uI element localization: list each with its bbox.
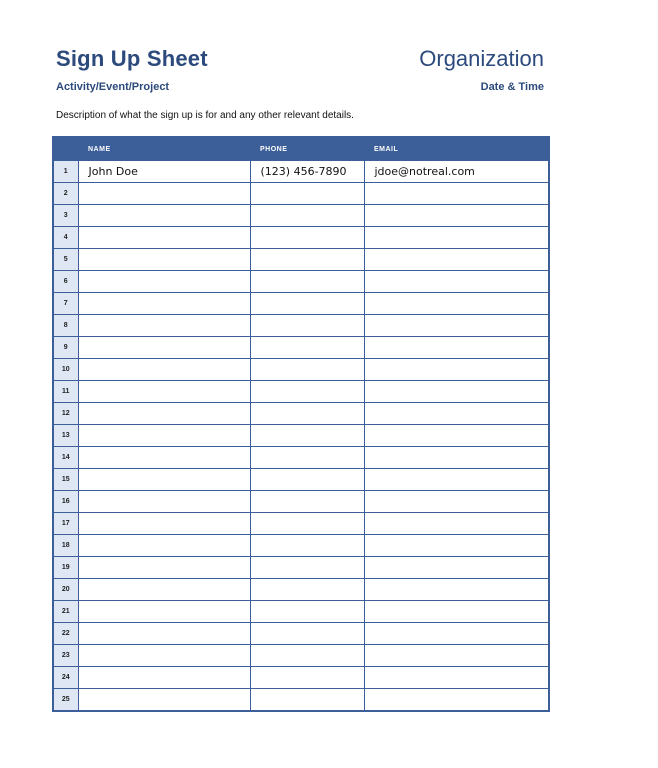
table-row [53, 227, 549, 249]
description-text: Description of what the sign up is for and any other relevant details. [56, 110, 354, 121]
name-cell[interactable] [78, 183, 250, 205]
name-cell[interactable] [78, 491, 250, 513]
table-row [53, 623, 549, 645]
phone-cell[interactable] [250, 227, 364, 249]
name-cell[interactable] [78, 447, 250, 469]
email-cell[interactable] [364, 513, 549, 535]
name-cell[interactable] [78, 205, 250, 227]
row-number: 9 [53, 337, 78, 359]
table-row [53, 557, 549, 579]
signup-table [52, 136, 550, 712]
name-cell[interactable] [78, 601, 250, 623]
phone-cell[interactable] [250, 205, 364, 227]
name-cell[interactable] [78, 249, 250, 271]
phone-cell[interactable] [250, 381, 364, 403]
phone-cell[interactable] [250, 667, 364, 689]
email-cell[interactable] [364, 535, 549, 557]
table-row [53, 359, 549, 381]
name-cell[interactable] [78, 315, 250, 337]
name-cell[interactable] [78, 271, 250, 293]
phone-cell[interactable] [250, 579, 364, 601]
name-cell[interactable] [78, 425, 250, 447]
row-number: 15 [53, 469, 78, 491]
table-row [53, 667, 549, 689]
name-cell[interactable]: John Doe [78, 161, 250, 183]
table-row [53, 403, 549, 425]
column-header-phone: PHONE [250, 137, 364, 161]
table-row [53, 161, 549, 183]
phone-cell[interactable] [250, 359, 364, 381]
email-cell[interactable] [364, 403, 549, 425]
row-number: 10 [53, 359, 78, 381]
phone-cell[interactable] [250, 469, 364, 491]
row-number: 8 [53, 315, 78, 337]
email-cell[interactable] [364, 469, 549, 491]
email-cell[interactable] [364, 205, 549, 227]
phone-cell[interactable] [250, 601, 364, 623]
table-row [53, 249, 549, 271]
phone-cell[interactable] [250, 491, 364, 513]
table-row [53, 381, 549, 403]
row-number: 25 [53, 689, 78, 712]
name-cell[interactable] [78, 293, 250, 315]
phone-cell[interactable] [250, 337, 364, 359]
phone-cell[interactable] [250, 315, 364, 337]
email-cell[interactable] [364, 249, 549, 271]
phone-cell[interactable] [250, 689, 364, 712]
name-cell[interactable] [78, 513, 250, 535]
row-number: 7 [53, 293, 78, 315]
phone-cell[interactable] [250, 403, 364, 425]
table-row [53, 315, 549, 337]
column-header-number [53, 137, 78, 161]
email-cell[interactable] [364, 623, 549, 645]
row-number: 18 [53, 535, 78, 557]
row-number: 16 [53, 491, 78, 513]
email-cell[interactable] [364, 447, 549, 469]
table-row [53, 205, 549, 227]
column-header-name: NAME [78, 137, 250, 161]
table-row [53, 689, 549, 712]
phone-cell[interactable]: (123) 456-7890 [250, 161, 364, 183]
phone-cell[interactable] [250, 183, 364, 205]
name-cell[interactable] [78, 557, 250, 579]
table-row [53, 293, 549, 315]
email-cell[interactable] [364, 271, 549, 293]
date-time-label: Date & Time [480, 81, 544, 93]
table-header-row [53, 137, 549, 161]
phone-cell[interactable] [250, 447, 364, 469]
email-cell[interactable] [364, 645, 549, 667]
column-header-email: EMAIL [364, 137, 549, 161]
name-cell[interactable] [78, 359, 250, 381]
email-cell[interactable] [364, 227, 549, 249]
email-cell[interactable] [364, 689, 549, 712]
name-cell[interactable] [78, 469, 250, 491]
email-cell[interactable] [364, 359, 549, 381]
phone-cell[interactable] [250, 535, 364, 557]
row-number: 22 [53, 623, 78, 645]
table-row [53, 337, 549, 359]
table-row [53, 579, 549, 601]
table-row [53, 491, 549, 513]
email-cell[interactable] [364, 183, 549, 205]
row-number: 21 [53, 601, 78, 623]
activity-label: Activity/Event/Project [56, 81, 170, 93]
table-row [53, 535, 549, 557]
row-number: 20 [53, 579, 78, 601]
table-row [53, 425, 549, 447]
row-number: 13 [53, 425, 78, 447]
email-cell[interactable] [364, 315, 549, 337]
organization-label: Organization [419, 46, 544, 71]
row-number: 6 [53, 271, 78, 293]
email-cell[interactable] [364, 667, 549, 689]
email-cell[interactable]: jdoe@notreal.com [364, 161, 549, 183]
email-cell[interactable] [364, 337, 549, 359]
email-cell[interactable] [364, 601, 549, 623]
phone-cell[interactable] [250, 425, 364, 447]
name-cell[interactable] [78, 381, 250, 403]
name-cell[interactable] [78, 623, 250, 645]
row-number: 5 [53, 249, 78, 271]
row-number: 12 [53, 403, 78, 425]
row-number: 23 [53, 645, 78, 667]
phone-cell[interactable] [250, 271, 364, 293]
email-cell[interactable] [364, 579, 549, 601]
table-row [53, 183, 549, 205]
row-number: 17 [53, 513, 78, 535]
table-row [53, 447, 549, 469]
email-cell[interactable] [364, 557, 549, 579]
row-number: 1 [53, 161, 78, 183]
row-number: 14 [53, 447, 78, 469]
row-number: 11 [53, 381, 78, 403]
name-cell[interactable] [78, 337, 250, 359]
phone-cell[interactable] [250, 623, 364, 645]
phone-cell[interactable] [250, 557, 364, 579]
page-title: Sign Up Sheet [56, 46, 208, 71]
name-cell[interactable] [78, 689, 250, 712]
name-cell[interactable] [78, 535, 250, 557]
name-cell[interactable] [78, 645, 250, 667]
phone-cell[interactable] [250, 513, 364, 535]
name-cell[interactable] [78, 403, 250, 425]
email-cell[interactable] [364, 425, 549, 447]
phone-cell[interactable] [250, 645, 364, 667]
name-cell[interactable] [78, 227, 250, 249]
table-row [53, 513, 549, 535]
email-cell[interactable] [364, 293, 549, 315]
row-number: 24 [53, 667, 78, 689]
row-number: 3 [53, 205, 78, 227]
name-cell[interactable] [78, 667, 250, 689]
table-row [53, 469, 549, 491]
phone-cell[interactable] [250, 293, 364, 315]
table-row [53, 601, 549, 623]
row-number: 19 [53, 557, 78, 579]
phone-cell[interactable] [250, 249, 364, 271]
name-cell[interactable] [78, 579, 250, 601]
email-cell[interactable] [364, 381, 549, 403]
row-number: 2 [53, 183, 78, 205]
row-number: 4 [53, 227, 78, 249]
table-row [53, 271, 549, 293]
email-cell[interactable] [364, 491, 549, 513]
table-row [53, 645, 549, 667]
